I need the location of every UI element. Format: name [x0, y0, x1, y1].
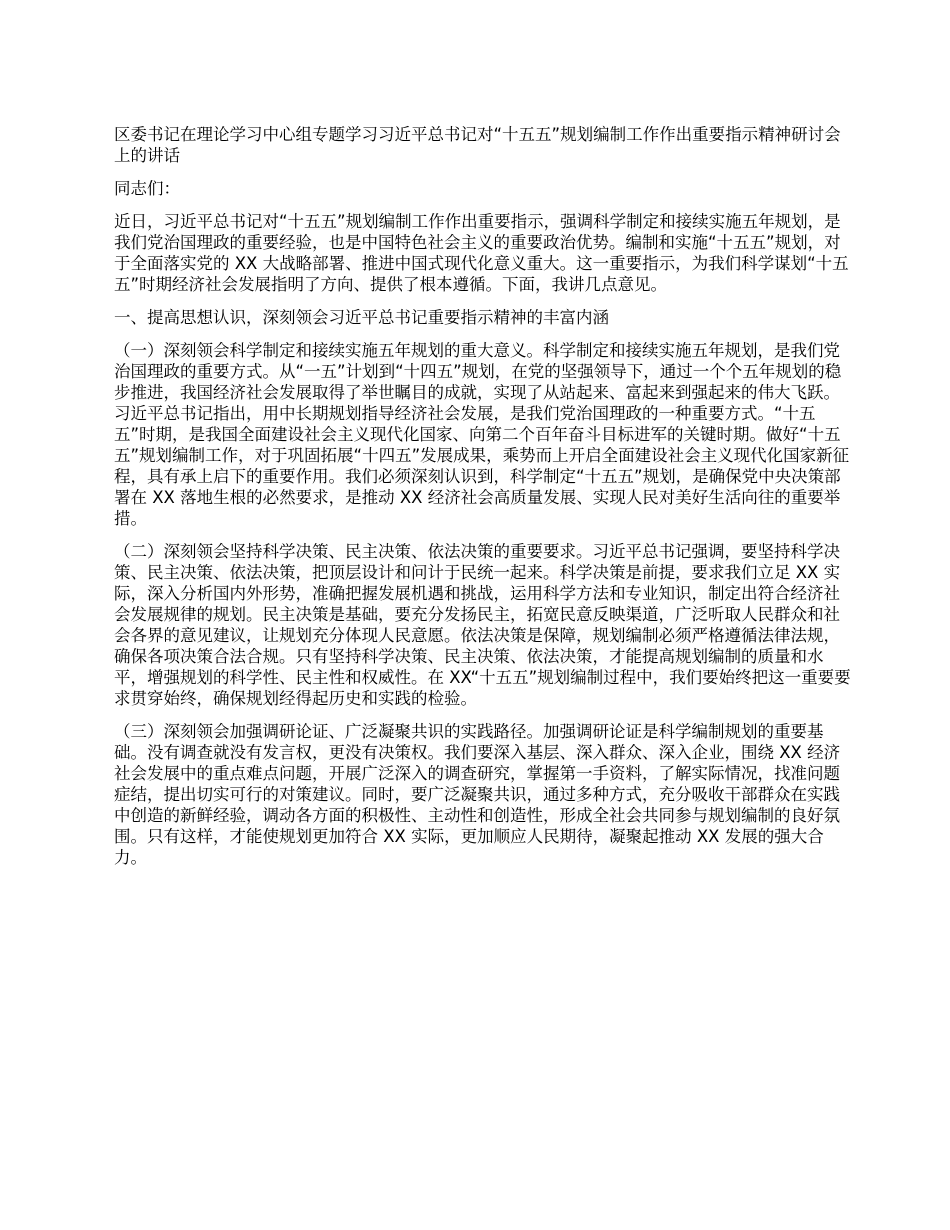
greeting: 同志们：: [114, 179, 180, 198]
paragraph-intro: 近日，习近平总书记对“十五五”规划编制工作作出重要指示，强调科学制定和接续实施五年规划，是我们党治国理政的重要经验，也是中国特色社会主义的重要政治优势。编制和实施“十五五”规划，对于全面落实党的 XX 大战略部署、推进中国式现代化意义重大。这一重要指示，为我们科学谋划“十五五”时期经济社会发展指明了方向、提供了根本遵循。下面，我讲几点意见。: [114, 212, 849, 294]
paragraph-point-2: （二）深刻领会坚持科学决策、民主决策、依法决策的重要要求。习近平总书记强调，要坚持科学决策、民主决策、依法决策，把顶层设计和问计于民统一起来。科学决策是前提，要求我们立足 XX 实际，深入分析国内外形势，准确把握发展机遇和挑战，运用科学方法和专业知识，制定出符合经济社会发展规律的规划。民主决策是基础，要充分发扬民主，拓宽民意反映渠道，广泛听取人民群众和社会各界的意见建议，让规划充分体现人民意愿。依法决策是保障，规划编制必须严格遵循法律法规，确保各项决策合法合规。只有坚持科学决策、民主决策、依法决策，才能提高规划编制的质量和水平，增强规划的科学性、民主性和权威性。在 XX“十五五”规划编制过程中，我们要始终把这一重要要求贯穿始终，确保规划经得起历史和实践的检验。: [114, 542, 851, 708]
paragraph-point-3: （三）深刻领会加强调研论证、广泛凝聚共识的实践路径。加强调研论证是科学编制规划的重要基础。没有调查就没有发言权，更没有决策权。我们要深入基层、深入群众、深入企业，围绕 XX 经济社会发展中的重点难点问题，开展广泛深入的调查研究，掌握第一手资料，了解实际情况，找准问题症结，提出切实可行的对策建议。同时，要广泛凝聚共识，通过多种方式，充分吸收干部群众在实践中创造的新鲜经验，调动各方面的积极性、主动性和创造性，形成全社会共同参与规划编制的良好氛围。只有这样，才能使规划更加符合 XX 实际，更加顺应人民期待，凝聚起推动 XX 发展的强大合力。: [114, 722, 841, 867]
section-heading-1: 一、提高思想认识，深刻领会习近平总书记重要指示精神的丰富内涵: [114, 308, 609, 327]
document-title: 区委书记在理论学习中心组专题学习习近平总书记对“十五五”规划编制工作作出重要指示精神研讨会上的讲话: [114, 125, 841, 165]
document-body: [114, 124, 856, 880]
paragraph-point-1: （一）深刻领会科学制定和接续实施五年规划的重大意义。科学制定和接续实施五年规划，是我们党治国理政的重要方式。从“一五”计划到“十四五”规划，在党的坚强领导下，通过一个个五年规划的稳步推进，我国经济社会发展取得了举世瞩目的成就，实现了从站起来、富起来到强起来的伟大飞跃。习近平总书记指出，用中长期规划指导经济社会发展，是我们党治国理政的一种重要方式。“十五五”时期，是我国全面建设社会主义现代化国家、向第二个百年奋斗目标进军的关键时期。做好“十五五”规划编制工作，对于巩固拓展“十四五”发展成果，乘势而上开启全面建设社会主义现代化国家新征程，具有承上启下的重要作用。我们必须深刻认识到，科学制定“十五五”规划，是确保党中央决策部署在 XX 落地生根的必然要求，是推动 XX 经济社会高质量发展、实现人民对美好生活向往的重要举措。: [114, 341, 850, 528]
